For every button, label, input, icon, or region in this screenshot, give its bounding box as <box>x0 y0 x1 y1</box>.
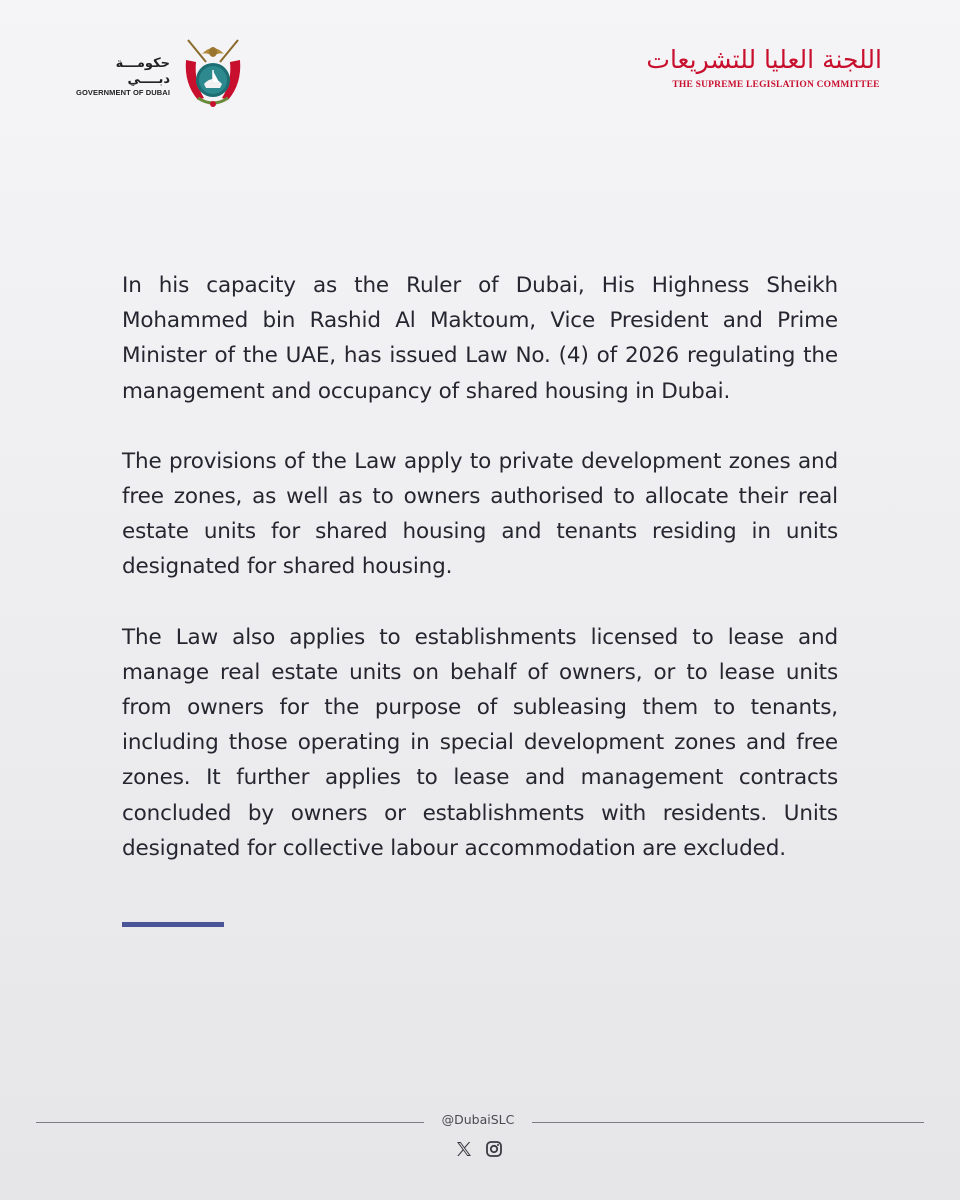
social-handle[interactable]: @DubaiSLC <box>441 1112 515 1127</box>
header <box>0 0 960 130</box>
supreme-legislation-committee-logo <box>646 44 882 104</box>
footer <box>0 1100 960 1200</box>
committee-arabic-name: اللجنة العليا للتشريعات <box>646 45 882 74</box>
paragraph-establishments: The Law also applies to establishments licensed to lease and manage real estate units on behalf of owners, or to lease units from owners for the purpose of subleasing them to tenants, including those operating in special development zones and free zones. It further applies to lease and management contracts concluded by owners or establishments with residents. Units designated for collective labour accommodation are excluded. <box>122 624 838 861</box>
instagram-icon[interactable] <box>485 1140 503 1163</box>
dubai-emblem-icon <box>180 38 246 110</box>
x-icon[interactable] <box>455 1140 473 1163</box>
footer-rule-left <box>36 1122 424 1123</box>
government-logo-text <box>74 56 170 97</box>
government-english-name: GOVERNMENT OF DUBAI <box>76 88 170 97</box>
footer-rule-right <box>532 1122 924 1123</box>
committee-english-name: THE SUPREME LEGISLATION COMMITTEE <box>672 80 880 90</box>
accent-divider <box>122 922 224 927</box>
social-icons <box>455 1140 505 1160</box>
government-of-dubai-logo <box>76 38 246 110</box>
government-arabic-name: حكومـــة دبــــي <box>115 56 170 87</box>
paragraph-issuance: In his capacity as the Ruler of Dubai, His Highness Sheikh Mohammed bin Rashid Al Maktoum, Vice President and Prime Minister of the UAE, has issued Law No. (4) of 2026 regulating the management and occupancy of shared housing in Dubai. <box>122 273 838 404</box>
announcement-body <box>122 268 838 901</box>
paragraph-scope: The provisions of the Law apply to private development zones and free zones, as well as to owners authorised to allocate their real estate units for shared housing and tenants residing in units designated for shared housing. <box>122 448 838 580</box>
